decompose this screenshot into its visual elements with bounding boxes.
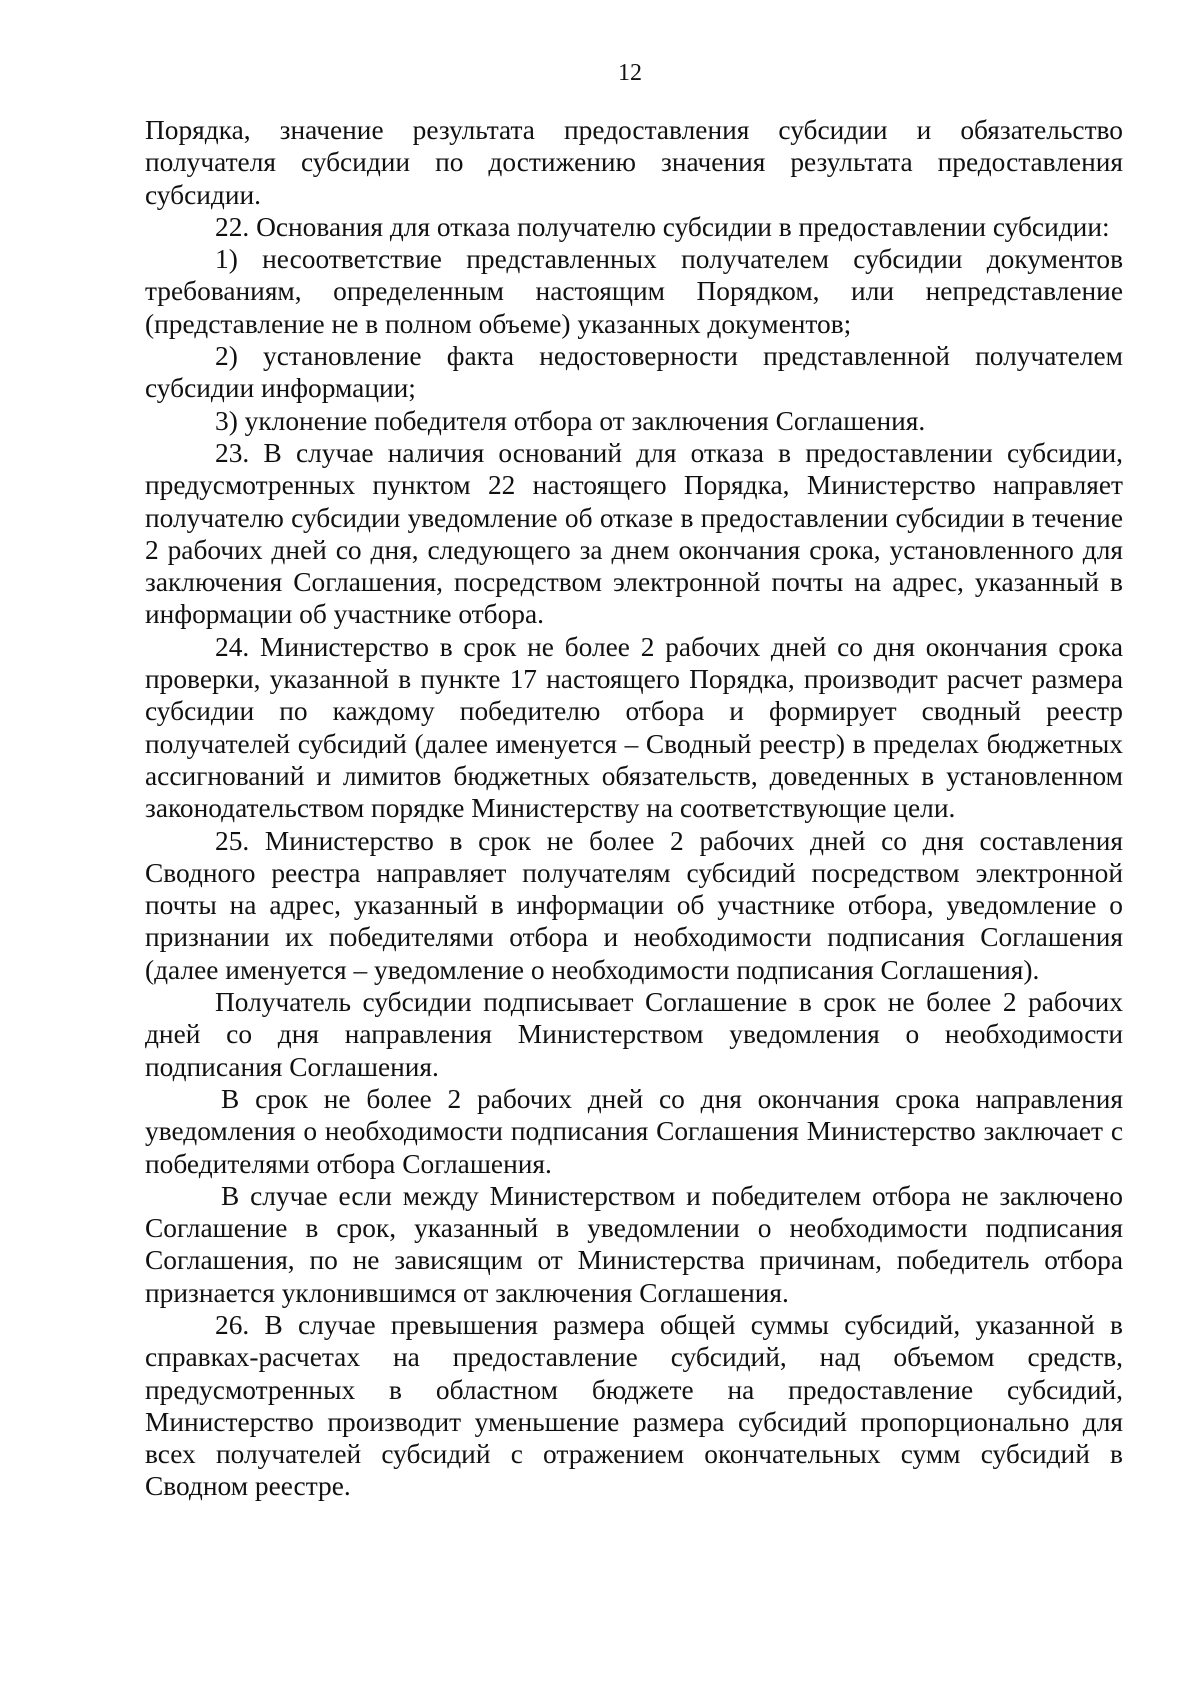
paragraph-26: 26. В случае превышения размера общей суммы субсидий, указанной в справках-расчетах на предоставление субсидий, над объемом средств, предусмотренных в областном бюджете на предоставление субсидий, Министерство производит уменьшение размера субсидий пропорционально для всех получателей субсидий с отражением окончательных сумм субсидий в Сводном реестре.: [145, 1309, 1123, 1502]
paragraph-22: 22. Основания для отказа получателю субсидии в предоставлении субсидии:: [215, 211, 1110, 242]
paragraph-22-item-2: 2) установление факта недостоверности представленной получателем субсидии информации;: [145, 341, 1123, 404]
document-body: [145, 114, 1123, 1503]
paragraph-25-signing: Получатель субсидии подписывает Соглашение в срок не более 2 рабочих дней со дня направления Министерством уведомления о необходимости подписания Соглашения.: [145, 987, 1123, 1082]
paragraph-25: 25. Министерство в срок не более 2 рабочих дней со дня составления Сводного реестра направляет получателям субсидий посредством электронной почты на адрес, указанный в информации об участнике отбора, уведомление о признании их победителями отбора и необходимости подписания Соглашения (далее именуется – уведомление о необходимости подписания Соглашения).: [145, 825, 1123, 985]
paragraph-25-conclusion: В срок не более 2 рабочих дней со дня окончания срока направления уведомления о необходимости подписания Соглашения Министерство заключает с победителями отбора Соглашения.: [145, 1083, 1123, 1179]
paragraph-24: 24. Министерство в срок не более 2 рабочих дней со дня окончания срока проверки, указанной в пункте 17 настоящего Порядка, производит расчет размера субсидии по каждому победителю отбора и формирует сводный реестр получателей субсидий (далее именуется – Сводный реестр) в пределах бюджетных ассигнований и лимитов бюджетных обязательств, доведенных в установленном законодательством порядке Министерству на соответствующие цели.: [145, 631, 1123, 824]
paragraph-22-item-3: 3) уклонение победителя отбора от заключения Соглашения.: [215, 405, 926, 436]
paragraph-continuation: Порядка, значение результата предоставления субсидии и обязательство получателя субсидии по достижению значения результата предоставления субсидии.: [145, 115, 1123, 210]
paragraph-25-evasion: В случае если между Министерством и победителем отбора не заключено Соглашение в срок, указанный в уведомлении о необходимости подписания Соглашения, по не зависящим от Министерства причинам, победитель отбора признается уклонившимся от заключения Соглашения.: [145, 1180, 1123, 1308]
paragraph-23: 23. В случае наличия оснований для отказа в предоставлении субсидии, предусмотренных пунктом 22 настоящего Порядка, Министерство направляет получателю субсидии уведомление об отказе в предоставлении субсидии в течение 2 рабочих дней со дня, следующего за днем окончания срока, установленного для заключения Соглашения, посредством электронной почты на адрес, указанный в информации об участнике отбора.: [145, 437, 1123, 630]
paragraph-22-item-1: 1) несоответствие представленных получателем субсидии документов требованиям, определенным настоящим Порядком, или непредставление (представление не в полном объеме) указанных документов;: [145, 244, 1123, 339]
page-number: 12: [618, 60, 642, 86]
